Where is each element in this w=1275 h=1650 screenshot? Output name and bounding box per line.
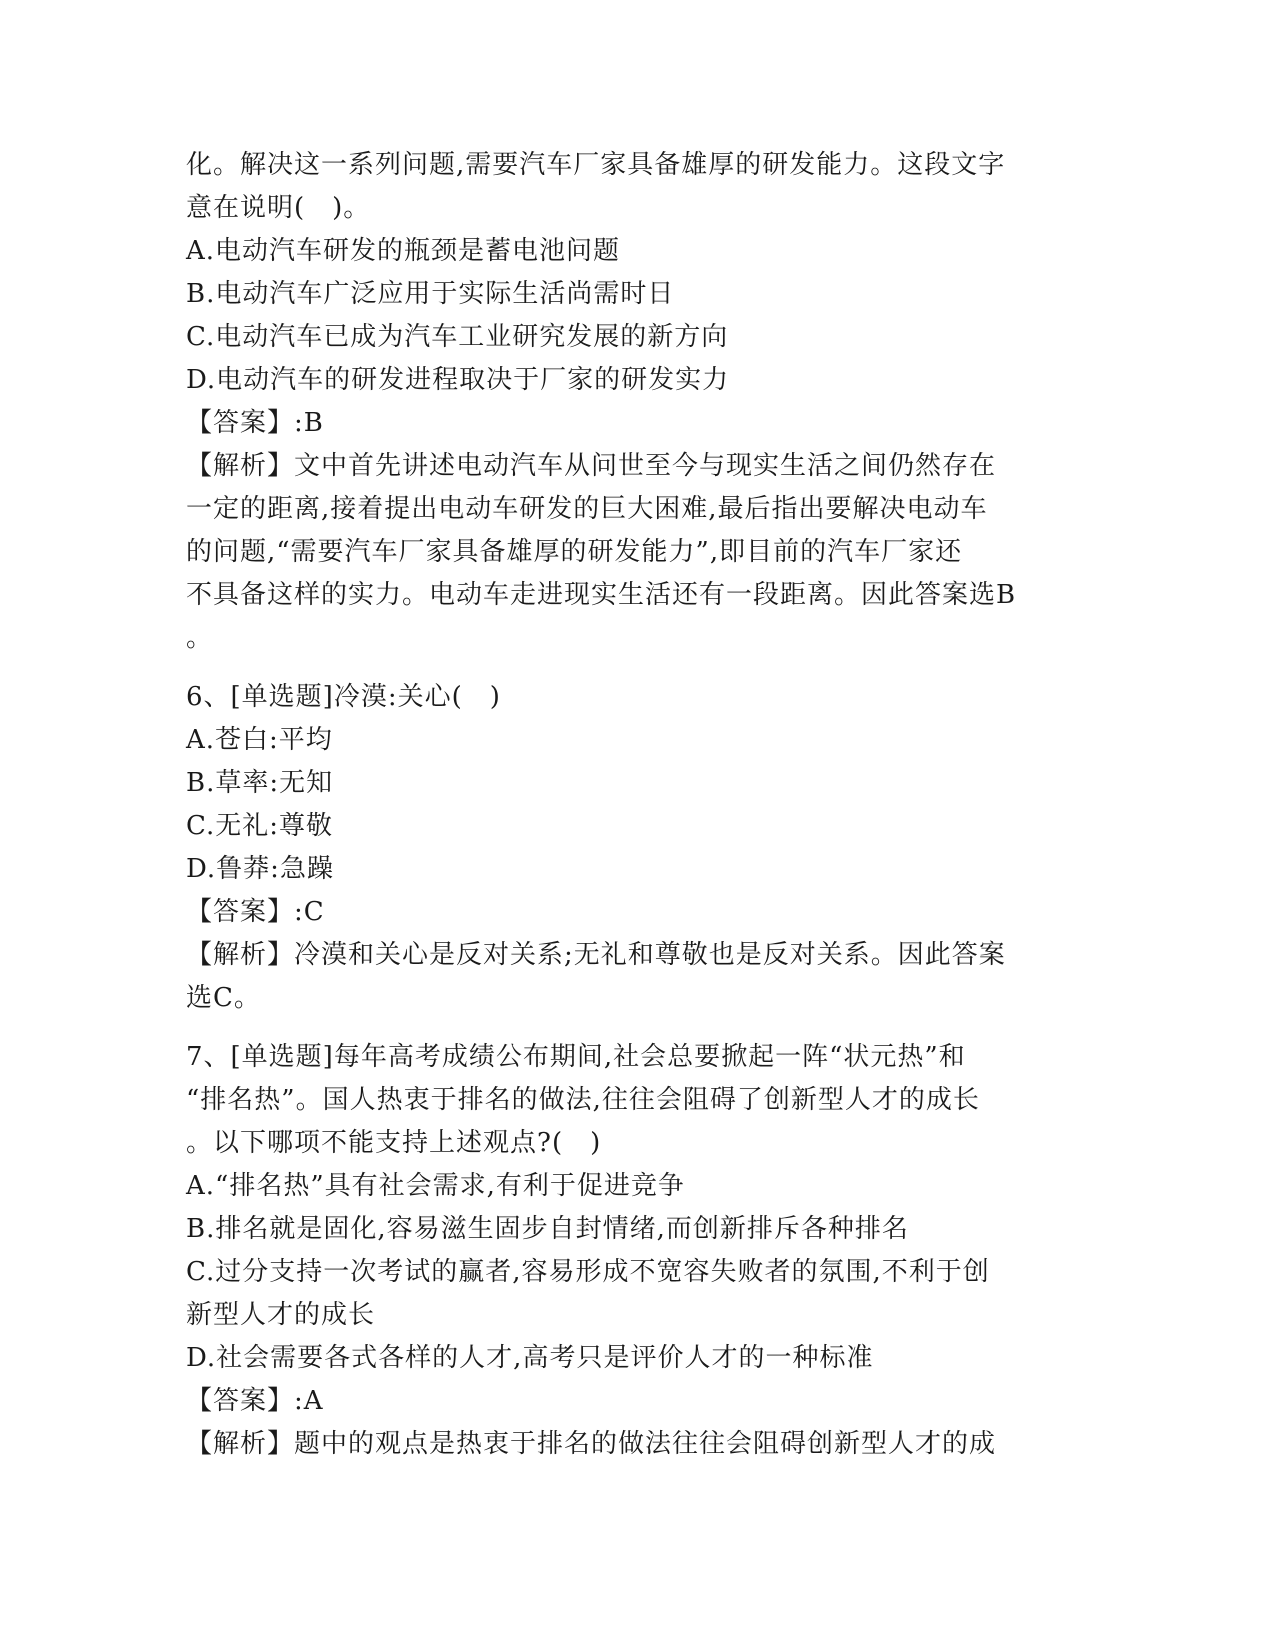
- answer-line: 【答案】:B: [186, 408, 324, 438]
- option-c: C.电动汽车已成为汽车工业研究发展的新方向: [186, 322, 729, 352]
- analysis-line: 选C。: [186, 983, 261, 1013]
- option-b: B.草率:无知: [186, 768, 334, 798]
- option-a: A.电动汽车研发的瓶颈是蓄电池问题: [186, 236, 621, 266]
- question-5-block: [186, 144, 1086, 660]
- option-c-continued: 新型人才的成长: [186, 1300, 376, 1330]
- analysis-line: 不具备这样的实力。电动车走进现实生活还有一段距离。因此答案选B: [186, 580, 1017, 610]
- option-b: B.电动汽车广泛应用于实际生活尚需时日: [186, 279, 675, 309]
- answer-line: 【答案】:A: [186, 1386, 324, 1416]
- question-stem: 6、[单选题]冷漠:关心( ): [186, 682, 501, 712]
- block-spacer: [186, 1020, 1086, 1036]
- option-b: B.排名就是固化,容易滋生固步自封情绪,而创新排斥各种排名: [186, 1214, 909, 1244]
- analysis-line: 。: [186, 623, 214, 653]
- question-7-block: [186, 1036, 1086, 1466]
- question-stem: 。以下哪项不能支持上述观点?( ): [186, 1128, 602, 1158]
- answer-line: 【答案】:C: [186, 897, 325, 927]
- option-d: D.电动汽车的研发进程取决于厂家的研发实力: [186, 365, 730, 395]
- block-spacer: [186, 660, 1086, 676]
- analysis-line: 【解析】题中的观点是热衷于排名的做法往往会阻碍创新型人才的成: [186, 1429, 997, 1459]
- option-a: A.苍白:平均: [186, 725, 333, 755]
- question-stem: 7、[单选题]每年高考成绩公布期间,社会总要掀起一阵“状元热”和: [186, 1042, 966, 1072]
- option-a: A.“排名热”具有社会需求,有利于促进竞争: [186, 1171, 685, 1201]
- question-6-block: [186, 676, 1086, 1020]
- document-body: [186, 144, 1086, 1466]
- option-d: D.社会需要各式各样的人才,高考只是评价人才的一种标准: [186, 1343, 874, 1373]
- analysis-line: 一定的距离,接着提出电动车研发的巨大困难,最后指出要解决电动车: [186, 494, 988, 524]
- option-d: D.鲁莽:急躁: [186, 854, 334, 884]
- question-stem: “排名热”。国人热衷于排名的做法,往往会阻碍了创新型人才的成长: [186, 1085, 980, 1115]
- analysis-line: 【解析】冷漠和关心是反对关系;无礼和尊敬也是反对关系。因此答案: [186, 940, 1006, 970]
- stem-line: 化。解决这一系列问题,需要汽车厂家具备雄厚的研发能力。这段文字: [186, 150, 1006, 180]
- option-c: C.过分支持一次考试的赢者,容易形成不宽容失败者的氛围,不利于创: [186, 1257, 990, 1287]
- stem-line: 意在说明( )。: [186, 193, 371, 223]
- analysis-line: 【解析】文中首先讲述电动汽车从问世至今与现实生活之间仍然存在: [186, 451, 997, 481]
- option-c: C.无礼:尊敬: [186, 811, 333, 841]
- analysis-line: 的问题,“需要汽车厂家具备雄厚的研发能力”,即目前的汽车厂家还: [186, 537, 963, 567]
